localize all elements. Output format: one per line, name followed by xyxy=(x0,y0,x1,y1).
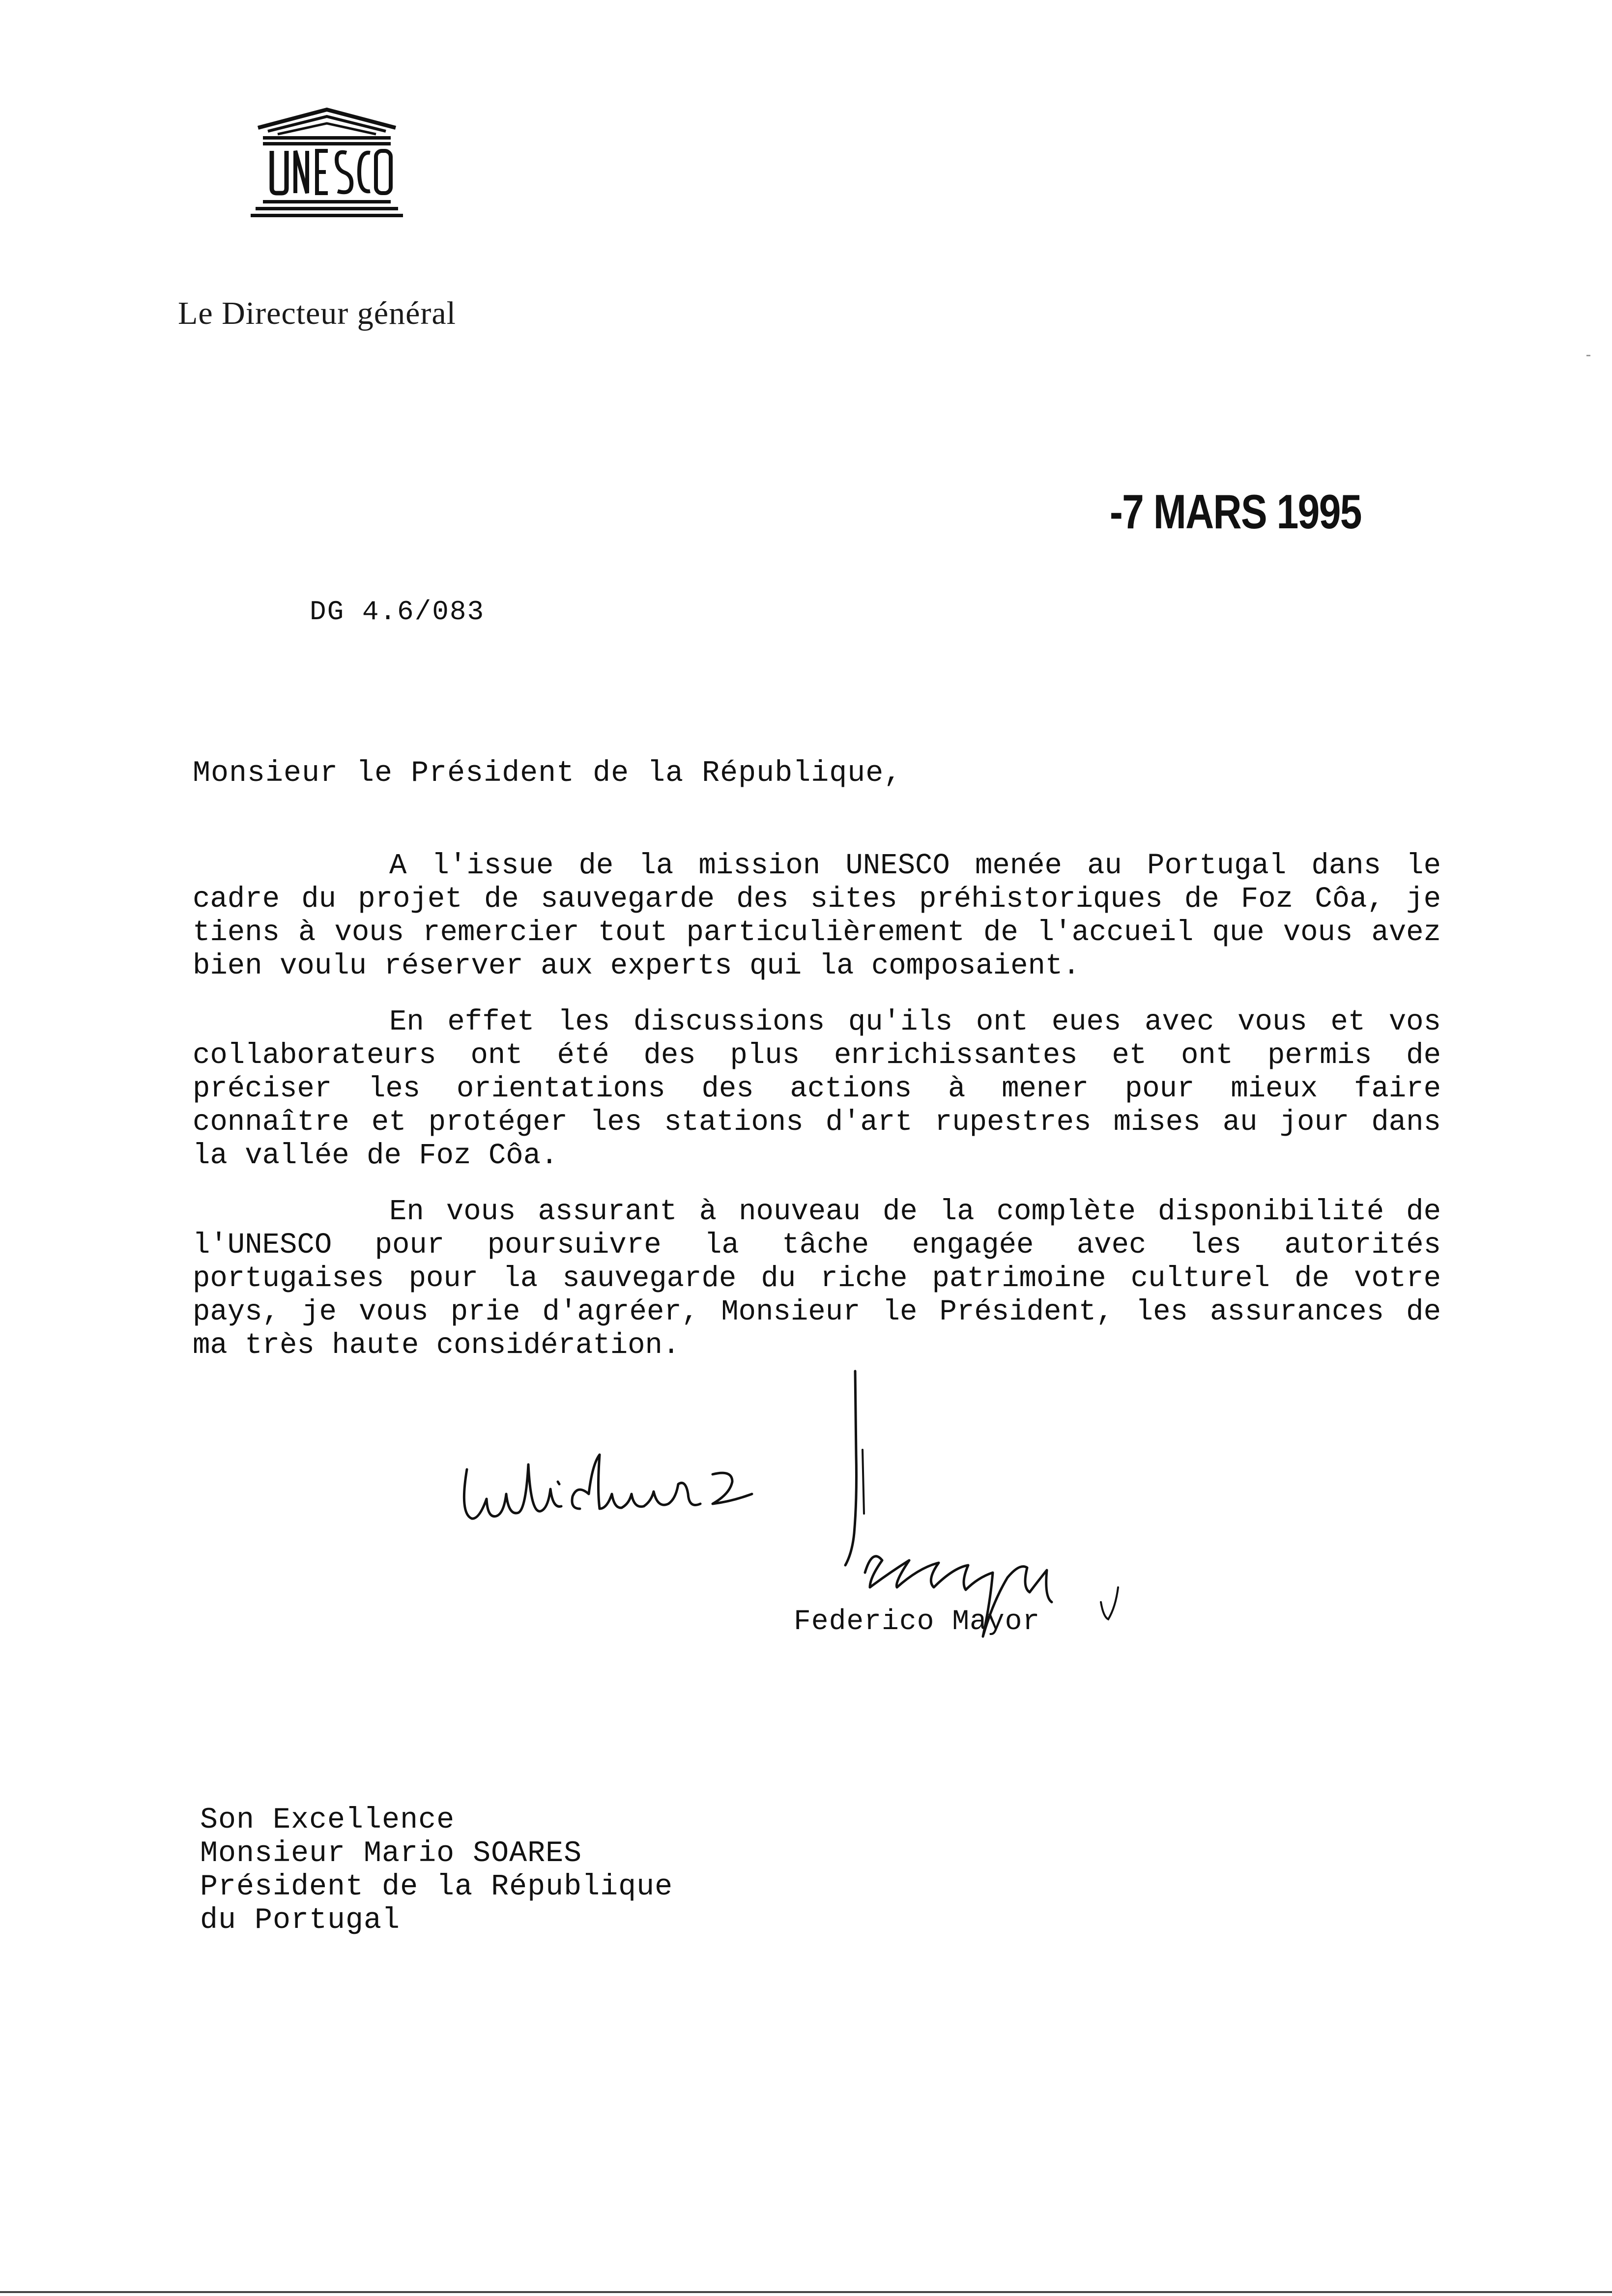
sender-title: Le Directeur général xyxy=(178,295,456,331)
address-line: Son Excellence xyxy=(200,1804,455,1837)
reference-number: DG 4.6/083 xyxy=(310,596,485,628)
scan-speck xyxy=(1586,355,1590,356)
paragraph-1 xyxy=(193,849,1441,983)
paragraph-3-text: En vous assurant à nouveau de la complète disponibilité de l'UNESCO pour poursuivre la tâche engagée avec les autorités portugaises pour la sauvegarde du riche patrimoine culturel de votre pays, je vous prie d'agréer, Monsieur le Président, les assurances de ma très haute considération. xyxy=(193,1195,1441,1362)
handwriting-scribble-icon xyxy=(457,1435,801,1533)
address-line: du Portugal xyxy=(200,1904,401,1937)
paragraph-2-text: En effet les discussions qu'ils ont eues avec vous et vos collaborateurs ont été des plus enrichissantes et ont permis de préciser les orientations des actions à mener pour mieux faire connaître et protéger les stations d'art rupestres mises au jour dans la vallée de Foz Côa. xyxy=(193,1005,1441,1172)
letter-body xyxy=(193,849,1441,1362)
address-line: Président de la République xyxy=(200,1870,673,1904)
paragraph-3 xyxy=(193,1195,1441,1362)
salutation: Monsieur le Président de la République, xyxy=(193,757,902,790)
bottom-edge-rule xyxy=(0,2291,1612,2293)
address-line: Monsieur Mario SOARES xyxy=(200,1837,582,1870)
recipient-address xyxy=(200,1804,673,1937)
paragraph-1-text: A l'issue de la mission UNESCO menée au Portugal dans le cadre du projet de sauvegarde des sites préhistoriques de Foz Côa, je tiens à vous remercier tout particulièrement de l'accueil que vous avez bien voulu réserver aux experts qui la composaient. xyxy=(193,849,1441,982)
handwritten-closing xyxy=(457,1435,801,1533)
unesco-temple-icon xyxy=(248,106,405,229)
paragraph-2 xyxy=(193,1005,1441,1173)
unesco-logo xyxy=(248,106,405,229)
signer-name: Federico Mayor xyxy=(794,1606,1040,1638)
date-stamp: -7 MARS 1995 xyxy=(1110,485,1361,539)
